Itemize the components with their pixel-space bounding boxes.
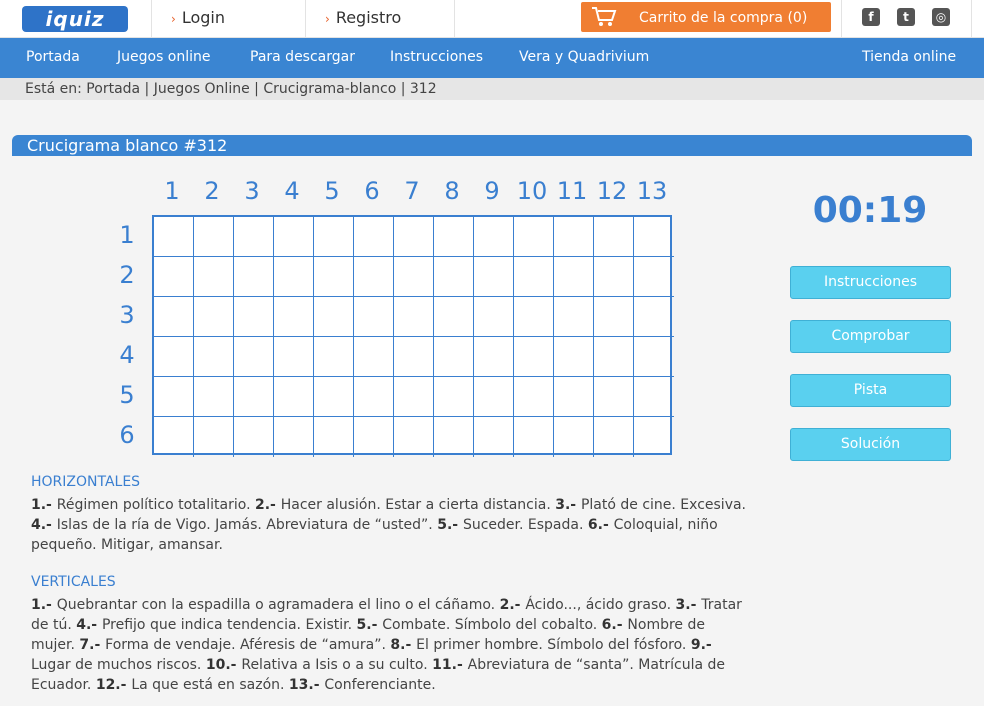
clue-text: Coloquial, niño pequeño. Mitigar, amansar. bbox=[31, 517, 718, 553]
grid-cell[interactable] bbox=[474, 257, 514, 297]
clue-number: 9.- bbox=[690, 637, 712, 653]
clue-number: 3.- bbox=[555, 497, 581, 513]
vertical-clues bbox=[31, 595, 751, 695]
nav-item-portada[interactable]: Portada bbox=[26, 49, 80, 65]
vertical-clues-heading: VERTICALES bbox=[31, 574, 116, 590]
grid-cell[interactable] bbox=[474, 297, 514, 337]
horizontal-clues-heading: HORIZONTALES bbox=[31, 474, 141, 490]
grid-cell[interactable] bbox=[554, 257, 594, 297]
grid-cell[interactable] bbox=[514, 417, 554, 457]
clue-text: Plató de cine. Excesiva. bbox=[580, 497, 747, 513]
clue-number: 6.- bbox=[601, 617, 628, 633]
grid-cell[interactable] bbox=[394, 417, 434, 457]
row-number: 3 bbox=[119, 301, 135, 329]
clue-number: 8.- bbox=[390, 637, 417, 653]
grid-cell[interactable] bbox=[194, 417, 234, 457]
row-number: 5 bbox=[119, 381, 135, 409]
clue-number: 10.- bbox=[205, 657, 242, 673]
top-bar bbox=[0, 0, 984, 38]
column-number: 12 bbox=[596, 177, 628, 205]
grid-cell[interactable] bbox=[394, 377, 434, 417]
grid-cell[interactable] bbox=[274, 417, 314, 457]
grid-cell[interactable] bbox=[514, 377, 554, 417]
grid-cell[interactable] bbox=[274, 257, 314, 297]
login-label: Login bbox=[181, 8, 225, 27]
grid-cell[interactable] bbox=[194, 217, 234, 257]
grid-cell[interactable] bbox=[434, 257, 474, 297]
chevron-right-icon: › bbox=[171, 12, 176, 26]
grid-cell[interactable] bbox=[474, 377, 514, 417]
grid-cell[interactable] bbox=[434, 377, 474, 417]
clue-number: 1.- bbox=[31, 497, 57, 513]
grid-cell[interactable] bbox=[154, 217, 194, 257]
grid-cell[interactable] bbox=[634, 417, 674, 457]
clue-number: 2.- bbox=[254, 497, 281, 513]
facebook-icon[interactable]: f bbox=[862, 8, 880, 26]
grid-cell[interactable] bbox=[554, 217, 594, 257]
column-number: 10 bbox=[516, 177, 548, 205]
grid-cell[interactable] bbox=[594, 337, 634, 377]
register-link[interactable] bbox=[325, 8, 401, 27]
clue-text: Tratar de tú. bbox=[31, 597, 742, 633]
nav-item-vera-quadrivium[interactable]: Vera y Quadrivium bbox=[519, 49, 650, 65]
chevron-right-icon: › bbox=[325, 12, 330, 26]
grid-cell[interactable] bbox=[474, 417, 514, 457]
clue-text: La que está en sazón. bbox=[131, 677, 289, 693]
clue-number: 5.- bbox=[437, 517, 463, 533]
grid-cell[interactable] bbox=[194, 297, 234, 337]
register-label: Registro bbox=[335, 8, 402, 27]
clue-number: 6.- bbox=[587, 517, 614, 533]
timer: 00:19 bbox=[812, 190, 928, 231]
puzzle-title-bar bbox=[12, 135, 972, 156]
divider bbox=[151, 0, 152, 38]
grid-cell[interactable] bbox=[234, 257, 274, 297]
divider bbox=[305, 0, 306, 38]
grid-cell[interactable] bbox=[394, 337, 434, 377]
clue-number: 5.- bbox=[356, 617, 383, 633]
grid-cell[interactable] bbox=[594, 417, 634, 457]
grid-cell[interactable] bbox=[434, 417, 474, 457]
grid-cell[interactable] bbox=[594, 297, 634, 337]
solution-button[interactable]: Solución bbox=[790, 428, 951, 461]
divider bbox=[454, 0, 455, 38]
nav-item-juegos-online[interactable]: Juegos online bbox=[117, 49, 211, 65]
grid-cell[interactable] bbox=[554, 377, 594, 417]
clue-number: 2.- bbox=[499, 597, 526, 613]
login-link[interactable] bbox=[171, 8, 225, 27]
grid-cell[interactable] bbox=[274, 297, 314, 337]
grid-cell[interactable] bbox=[634, 377, 674, 417]
clue-text: Relativa a Isis o a su culto. bbox=[241, 657, 433, 673]
grid-cell[interactable] bbox=[314, 417, 354, 457]
instagram-icon[interactable]: ◎ bbox=[932, 8, 950, 26]
grid-cell[interactable] bbox=[354, 417, 394, 457]
column-number: 11 bbox=[556, 177, 588, 205]
grid-cell[interactable] bbox=[234, 417, 274, 457]
row-number: 4 bbox=[119, 341, 135, 369]
nav-item-tienda-online[interactable]: Tienda online bbox=[862, 49, 957, 65]
grid-cell[interactable] bbox=[154, 337, 194, 377]
breadcrumb: Está en: Portada | Juegos Online | Crucigrama-blanco | 312 bbox=[0, 78, 984, 100]
grid-cell[interactable] bbox=[314, 217, 354, 257]
clue-text: Quebrantar con la espadilla o agramadera el lino o el cáñamo. bbox=[56, 597, 500, 613]
page-title: Crucigrama blanco #312 bbox=[27, 136, 228, 155]
check-button[interactable]: Comprobar bbox=[790, 320, 951, 353]
grid-cell[interactable] bbox=[634, 217, 674, 257]
grid-cell[interactable] bbox=[394, 297, 434, 337]
column-number: 13 bbox=[636, 177, 668, 205]
grid-cell[interactable] bbox=[234, 337, 274, 377]
clue-number: 11.- bbox=[432, 657, 468, 673]
grid-cell[interactable] bbox=[354, 377, 394, 417]
grid-cell[interactable] bbox=[634, 297, 674, 337]
column-number: 8 bbox=[444, 177, 460, 205]
grid-cell[interactable] bbox=[594, 217, 634, 257]
grid-cell[interactable] bbox=[554, 297, 594, 337]
clue-text: Lugar de muchos riscos. bbox=[31, 657, 206, 673]
clue-text: Forma de vendaje. Aféresis de “amura”. bbox=[105, 637, 391, 653]
grid-cell[interactable] bbox=[514, 337, 554, 377]
site-logo[interactable]: iquiz bbox=[22, 6, 128, 32]
column-number: 2 bbox=[204, 177, 220, 205]
clue-number: 1.- bbox=[31, 597, 57, 613]
cart-button[interactable] bbox=[581, 2, 831, 32]
grid-cell[interactable] bbox=[274, 217, 314, 257]
clue-number: 13.- bbox=[288, 677, 325, 693]
grid-cell[interactable] bbox=[434, 217, 474, 257]
clue-text: Nombre de mujer. bbox=[31, 617, 705, 653]
grid-cell[interactable] bbox=[554, 337, 594, 377]
grid-cell[interactable] bbox=[594, 257, 634, 297]
row-number: 1 bbox=[119, 221, 135, 249]
grid-cell[interactable] bbox=[354, 217, 394, 257]
grid-cell[interactable] bbox=[234, 297, 274, 337]
clue-number: 7.- bbox=[79, 637, 106, 653]
grid-cell[interactable] bbox=[354, 337, 394, 377]
hint-button[interactable]: Pista bbox=[790, 374, 951, 407]
grid-cell[interactable] bbox=[634, 257, 674, 297]
grid-cell[interactable] bbox=[234, 217, 274, 257]
grid-cell[interactable] bbox=[154, 417, 194, 457]
main-nav bbox=[0, 38, 984, 78]
clue-text: Combate. Símbolo del cobalto. bbox=[382, 617, 602, 633]
row-number: 2 bbox=[119, 261, 135, 289]
clue-text: Conferenciante. bbox=[324, 677, 436, 693]
column-number: 9 bbox=[484, 177, 500, 205]
clue-number: 4.- bbox=[76, 617, 102, 633]
grid-cell[interactable] bbox=[194, 257, 234, 297]
column-number: 5 bbox=[324, 177, 340, 205]
grid-cell[interactable] bbox=[474, 217, 514, 257]
grid-cell[interactable] bbox=[154, 297, 194, 337]
grid-cell[interactable] bbox=[274, 337, 314, 377]
clue-text: Abreviatura de “santa”. Matrícula de Ecuador. bbox=[31, 657, 726, 693]
grid-cell[interactable] bbox=[154, 377, 194, 417]
grid-cell[interactable] bbox=[194, 337, 234, 377]
column-number: 4 bbox=[284, 177, 300, 205]
clue-text: Prefijo que indica tendencia. Existir. bbox=[101, 617, 357, 633]
clue-text: Islas de la ría de Vigo. Jamás. Abreviatura de “usted”. bbox=[56, 517, 438, 533]
grid-cell[interactable] bbox=[474, 337, 514, 377]
cart-icon bbox=[591, 6, 617, 28]
grid-cell[interactable] bbox=[394, 257, 434, 297]
divider bbox=[841, 0, 842, 38]
clue-text: Régimen político totalitario. bbox=[56, 497, 255, 513]
grid-cell[interactable] bbox=[314, 257, 354, 297]
instructions-button[interactable]: Instrucciones bbox=[790, 266, 951, 299]
grid-cell[interactable] bbox=[234, 377, 274, 417]
grid-cell[interactable] bbox=[594, 377, 634, 417]
clue-number: 3.- bbox=[675, 597, 702, 613]
grid-cell[interactable] bbox=[634, 337, 674, 377]
grid-cell[interactable] bbox=[394, 217, 434, 257]
clue-text: Hacer alusión. Estar a cierta distancia. bbox=[280, 497, 556, 513]
grid-cell[interactable] bbox=[514, 217, 554, 257]
grid-cell[interactable] bbox=[314, 377, 354, 417]
row-number: 6 bbox=[119, 421, 135, 449]
grid-cell[interactable] bbox=[314, 297, 354, 337]
horizontal-clues bbox=[31, 495, 751, 555]
grid-cell[interactable] bbox=[514, 257, 554, 297]
twitter-icon[interactable]: t bbox=[897, 8, 915, 26]
grid-cell[interactable] bbox=[154, 257, 194, 297]
nav-item-instrucciones[interactable]: Instrucciones bbox=[390, 49, 484, 65]
nav-item-para-descargar[interactable]: Para descargar bbox=[250, 49, 355, 65]
divider bbox=[971, 0, 972, 38]
grid-cell[interactable] bbox=[554, 417, 594, 457]
grid-cell[interactable] bbox=[434, 337, 474, 377]
column-number: 1 bbox=[164, 177, 180, 205]
crossword-grid bbox=[152, 215, 672, 455]
grid-cell[interactable] bbox=[314, 337, 354, 377]
clue-number: 12.- bbox=[95, 677, 132, 693]
grid-cell[interactable] bbox=[354, 297, 394, 337]
grid-cell[interactable] bbox=[274, 377, 314, 417]
clue-text: El primer hombre. Símbolo del fósforo. bbox=[416, 637, 691, 653]
grid-cell[interactable] bbox=[434, 297, 474, 337]
cart-label: Carrito de la compra (0) bbox=[639, 10, 808, 26]
clue-number: 4.- bbox=[31, 517, 57, 533]
column-number: 7 bbox=[404, 177, 420, 205]
column-number: 3 bbox=[244, 177, 260, 205]
grid-cell[interactable] bbox=[514, 297, 554, 337]
grid-cell[interactable] bbox=[194, 377, 234, 417]
column-number: 6 bbox=[364, 177, 380, 205]
clue-text: Ácido..., ácido graso. bbox=[525, 597, 676, 613]
clue-text: Suceder. Espada. bbox=[462, 517, 588, 533]
grid-cell[interactable] bbox=[354, 257, 394, 297]
